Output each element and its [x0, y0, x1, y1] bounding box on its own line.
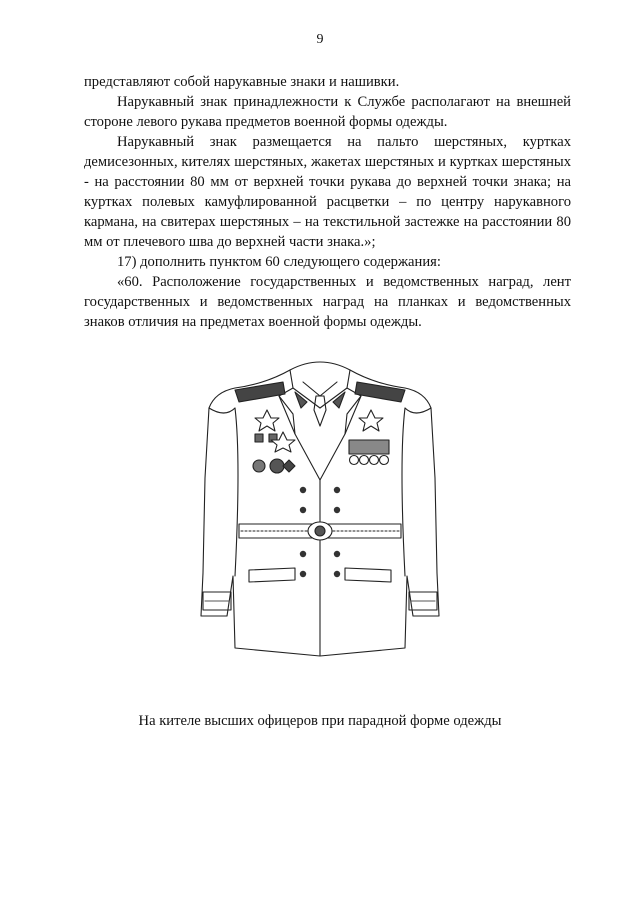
- shirt-collar: [303, 382, 337, 396]
- left-pocket-flap: [249, 568, 295, 582]
- right-pocket-flap: [345, 568, 391, 582]
- paragraph-5: «60. Расположение государственных и ведомственных наград, лент государственных и ведомственных наград на планках и ведомственных знаков отличия на предметах военной формы одежды.: [84, 274, 571, 330]
- paragraph-1: представляют собой нарукавные знаки и нашивки.: [84, 74, 400, 90]
- body-text: [84, 72, 571, 332]
- paragraph-2: Нарукавный знак принадлежности к Службе располагают на внешней стороне левого рукава предметов военной формы одежды.: [84, 94, 571, 130]
- tie-icon: [314, 396, 326, 426]
- officer-tunic-illustration: [195, 348, 445, 663]
- right-shoulder-board: [355, 382, 405, 402]
- figure-caption: На кителе высших офицеров при парадной форме одежды: [138, 713, 502, 729]
- right-chest-awards: [349, 410, 389, 465]
- page-number: 9: [316, 32, 324, 47]
- paragraph-3: Нарукавный знак размещается на пальто шерстяных, куртках демисезонных, кителях шерстяных, жакетах шерстяных и куртках шерстяных - на расстоянии 80 мм от верхней точки рукава до верхней точки знака; на куртках полевых камуфлированной расцветки – по центру нарукавного кармана, на свитерах шерстяных – на текстильной застежке на расстоянии 80 мм от плечевого шва до верхней части знака.»;: [84, 134, 571, 250]
- paragraph-4: 17) дополнить пунктом 60 следующего содержания:: [117, 254, 441, 270]
- left-shoulder-board: [235, 382, 285, 402]
